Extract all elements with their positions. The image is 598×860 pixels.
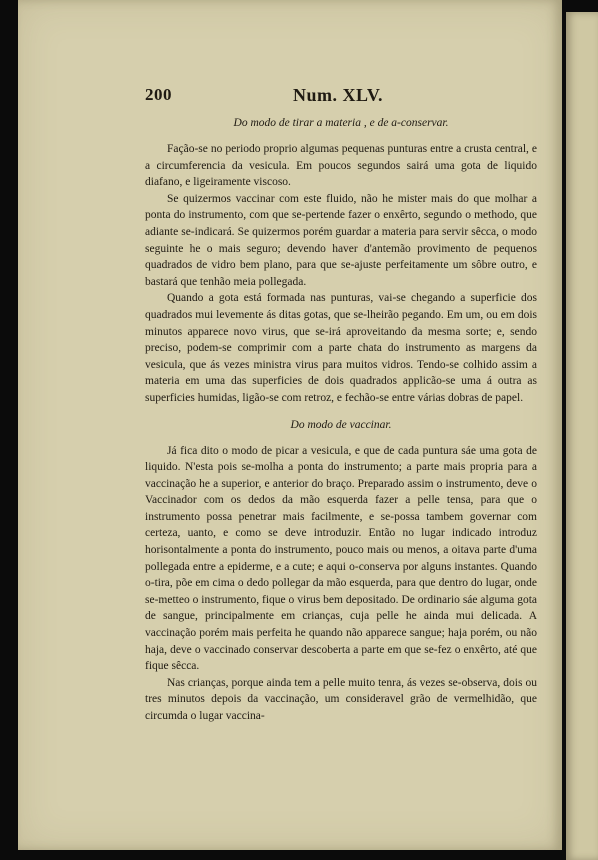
page-content bbox=[145, 85, 537, 725]
paragraph: Fação-se no periodo proprio algumas pequenas punturas entre a crusta central, e a circumferencia da vesicula. Em poucos segundos sairá uma gota de liquido diafano, e ligeiramente viscoso. bbox=[145, 143, 537, 189]
paragraph: Já fica dito o modo de picar a vesicula, e que de cada puntura sáe uma gota de liquido. N'esta pois se-molha a ponta do instrumento; a parte mais propria para a vaccinação he a superior, e anterior do braço. Preparado assim o instrumento, deve o Vaccinador com os dedos da mão esquerda fazer a pelle tensa, para que o instrumento possa penetrar mais facilmente, e se-possa tambem governar com certeza, uanto, e como se deve introduzir. Então no lugar indicado introduz horisontalmente a ponta do instrumento, pouco mais ou menos, a oitava parte d'uma pollegada entre a epiderme, e a cute; e aqui o-conserva por alguns instantes. Quando o-tira, põe em cima o dedo pollegar da mão esquerda, para que dentro do lugar, onde se-metteo o instrumento, fique o virus bem depositado. De ordinario sáe alguma gota de sangue, principalmente em crianças, cuja pelle he ainda mui delicada. A vaccinação porém mais perfeita he quando não apparece sangue; haja porém, ou não haja, deve o vaccinado conservar descoberta a parte em que se-fez o enxêrto, até que fique sêcca. bbox=[145, 444, 537, 673]
adjacent-page-edge bbox=[566, 12, 598, 860]
paragraph: Nas crianças, porque ainda tem a pelle muito tenra, ás vezes se-observa, dois ou tres minutos depois da vaccinação, um consideravel grão de vermelhidão, que circumda o lugar vaccina- bbox=[145, 676, 537, 722]
paragraph: Quando a gota está formada nas punturas, vai-se chegando a superficie dos quadrados mui levemente ás ditas gotas, que se-lheirão pegando. Em um, ou em dois minutos apparece novo virus, que se-irá aproveitando da mesma sorte; e, sendo preciso, podem-se comprimir com a parte chata do instrumento as margens da vesicula, que ás vezes ministra virus para muitos vidros. Tendo-se colhido assim a materia em uma das superficies de dois quadrados applicão-se uma á outra as superficies humidas, ligão-se com retroz, e fechão-se entre várias dobras de papel. bbox=[145, 292, 537, 404]
page-header bbox=[145, 85, 537, 111]
section-title-vaccinar: Do modo de vaccinar. bbox=[290, 418, 392, 431]
page-number: 200 bbox=[145, 85, 172, 104]
paragraph: Se quizermos vaccinar com este fluido, não he mister mais do que molhar a ponta do instrumento, com que se-pertende fazer o enxêrto, segundo o methodo, que adiante se-indicará. Se quizermos porém guardar a materia para servir sêcca, o modo seguinte he o mais seguro; devendo haver d'antemão provimento de pequenos quadrados de vidro bem plano, para que se-ajuste perfeitamente um sôbre outro, e bastará que tenhão meia pollegada. bbox=[145, 192, 537, 288]
section-title-tirar-materia: Do modo de tirar a materia , e de a-conservar. bbox=[233, 117, 449, 129]
running-title: Num. XLV. bbox=[293, 85, 384, 105]
